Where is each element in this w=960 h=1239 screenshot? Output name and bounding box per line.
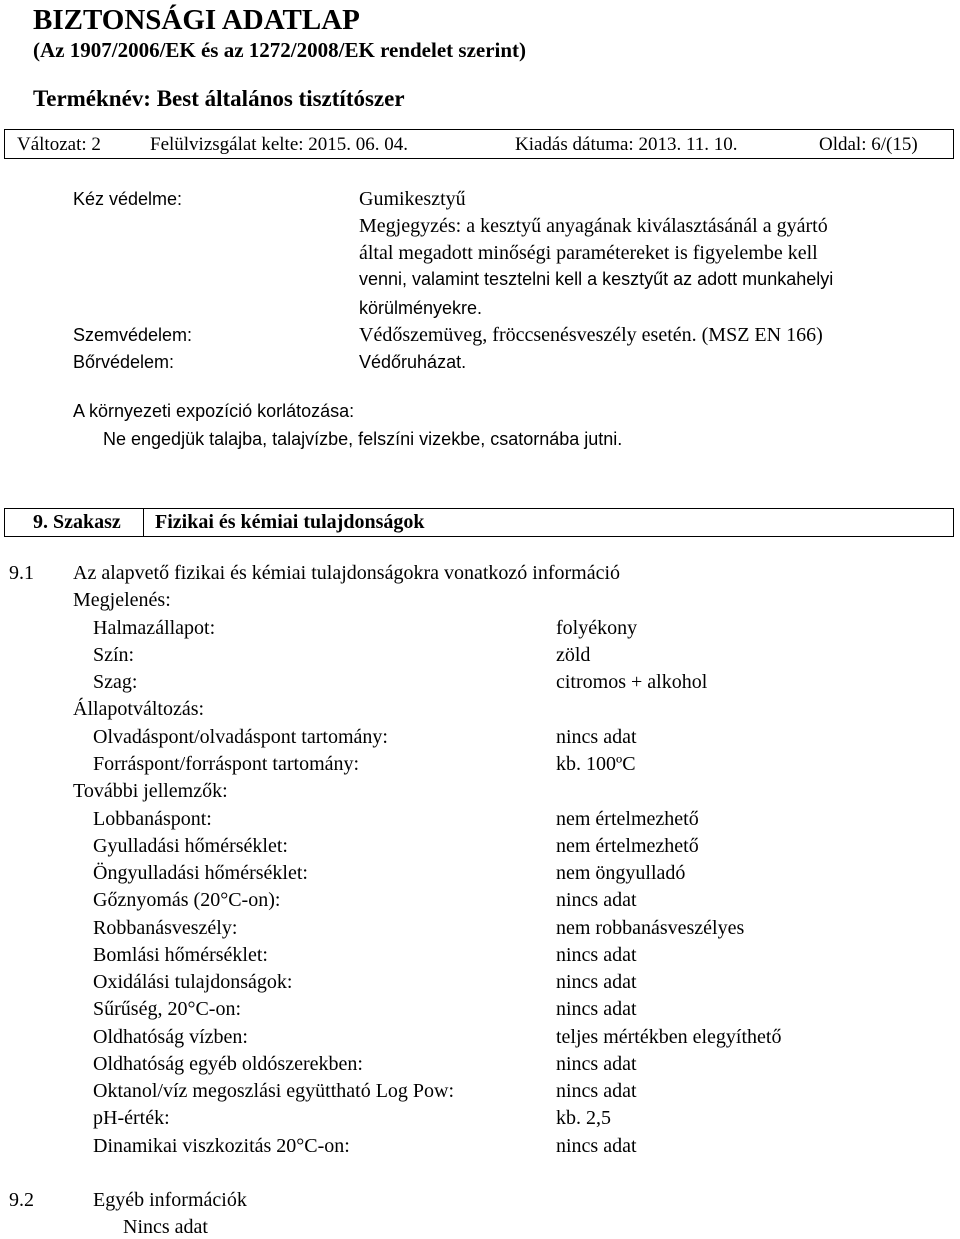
subsection-title: Egyéb információk	[93, 1189, 247, 1211]
skin-protection-label: Bőrvédelem:	[73, 352, 175, 372]
skin-protection-value: Védőruházat.	[359, 352, 467, 372]
property-value: nincs adat	[556, 889, 637, 911]
appearance-heading: Megjelenés:	[73, 589, 171, 611]
property-label: Sűrűség, 20°C-on:	[93, 998, 241, 1020]
property-value: nincs adat	[556, 1053, 637, 1075]
version-info: Változat: 2	[17, 134, 101, 155]
subsection-number: 9.1	[9, 562, 34, 584]
hand-protection-label: Kéz védelme:	[73, 189, 183, 209]
hand-protection-line: Gumikesztyű	[359, 188, 466, 210]
property-value: nincs adat	[556, 726, 637, 748]
environment-text: Ne engedjük talajba, talajvízbe, felszíni vizekbe, csatornába jutni.	[103, 429, 623, 449]
property-value: zöld	[556, 644, 591, 666]
hand-protection-line: által megadott minőségi paramétereket is figyelembe kell	[359, 242, 818, 264]
property-value: teljes mértékben elegyíthető	[556, 1026, 782, 1048]
hand-protection-line: venni, valamint tesztelni kell a kesztyűt az adott munkahelyi	[359, 269, 834, 289]
property-value: folyékony	[556, 617, 638, 639]
property-label: Öngyulladási hőmérséklet:	[93, 862, 308, 884]
document-info-bar	[4, 129, 954, 159]
property-value: nem értelmezhető	[556, 808, 699, 830]
property-label: Gyulladási hőmérséklet:	[93, 835, 288, 857]
property-label: Halmazállapot:	[93, 617, 216, 639]
property-value: kb. 100ºC	[556, 753, 636, 775]
property-value: kb. 2,5	[556, 1107, 611, 1129]
property-value: nem robbanásveszélyes	[556, 917, 745, 939]
other-info-text: Nincs adat	[123, 1216, 208, 1238]
property-value: nincs adat	[556, 944, 637, 966]
page-number: Oldal: 6/(15)	[819, 134, 918, 155]
environment-heading: A környezeti expozíció korlátozása:	[73, 401, 355, 421]
property-label: Lobbanáspont:	[93, 808, 212, 830]
eye-protection-label: Szemvédelem:	[73, 325, 193, 345]
state-change-heading: Állapotváltozás:	[73, 698, 205, 720]
property-label: Olvadáspont/olvadáspont tartomány:	[93, 726, 388, 748]
property-label: Oldhatóság vízben:	[93, 1026, 248, 1048]
property-value: citromos + alkohol	[556, 671, 708, 693]
property-label: Forráspont/forráspont tartomány:	[93, 753, 360, 775]
product-name: Terméknév: Best általános tisztítószer	[33, 86, 405, 111]
property-label: Oxidálási tulajdonságok:	[93, 971, 293, 993]
section-divider	[143, 509, 144, 536]
property-value: nem öngyulladó	[556, 862, 686, 884]
section-9-header	[4, 508, 954, 537]
property-label: Oldhatóság egyéb oldószerekben:	[93, 1053, 363, 1075]
property-label: Bomlási hőmérséklet:	[93, 944, 268, 966]
hand-protection-line: Megjegyzés: a kesztyű anyagának kiválasztásánál a gyártó	[359, 215, 828, 237]
property-value: nincs adat	[556, 1080, 637, 1102]
section-number: 9. Szakasz	[33, 511, 121, 533]
subsection-number: 9.2	[9, 1189, 34, 1211]
section-title: Fizikai és kémiai tulajdonságok	[155, 511, 425, 533]
document-title: BIZTONSÁGI ADATLAP	[33, 4, 360, 36]
property-value: nincs adat	[556, 971, 637, 993]
subsection-title: Az alapvető fizikai és kémiai tulajdonságokra vonatkozó információ	[73, 562, 621, 584]
property-label: Dinamikai viszkozitás 20°C-on:	[93, 1135, 350, 1157]
revision-date: Felülvizsgálat kelte: 2015. 06. 04.	[150, 134, 409, 155]
property-value: nincs adat	[556, 1135, 637, 1157]
eye-protection-value: Védőszemüveg, fröccsenésveszély esetén. (MSZ EN 166)	[359, 324, 823, 346]
property-label: Robbanásveszély:	[93, 917, 238, 939]
property-label: Szín:	[93, 644, 135, 666]
property-label: pH-érték:	[93, 1107, 170, 1129]
property-label: Szag:	[93, 671, 138, 693]
regulation-subtitle: (Az 1907/2006/EK és az 1272/2008/EK rendelet szerint)	[33, 38, 527, 62]
property-value: nincs adat	[556, 998, 637, 1020]
issue-date: Kiadás dátuma: 2013. 11. 10.	[515, 134, 738, 155]
property-value: nem értelmezhető	[556, 835, 699, 857]
further-properties-heading: További jellemzők:	[73, 780, 228, 802]
property-label: Oktanol/víz megoszlási együttható Log Pow:	[93, 1080, 455, 1102]
property-label: Gőznyomás (20°C-on):	[93, 889, 281, 911]
hand-protection-line: körülményekre.	[359, 298, 483, 318]
